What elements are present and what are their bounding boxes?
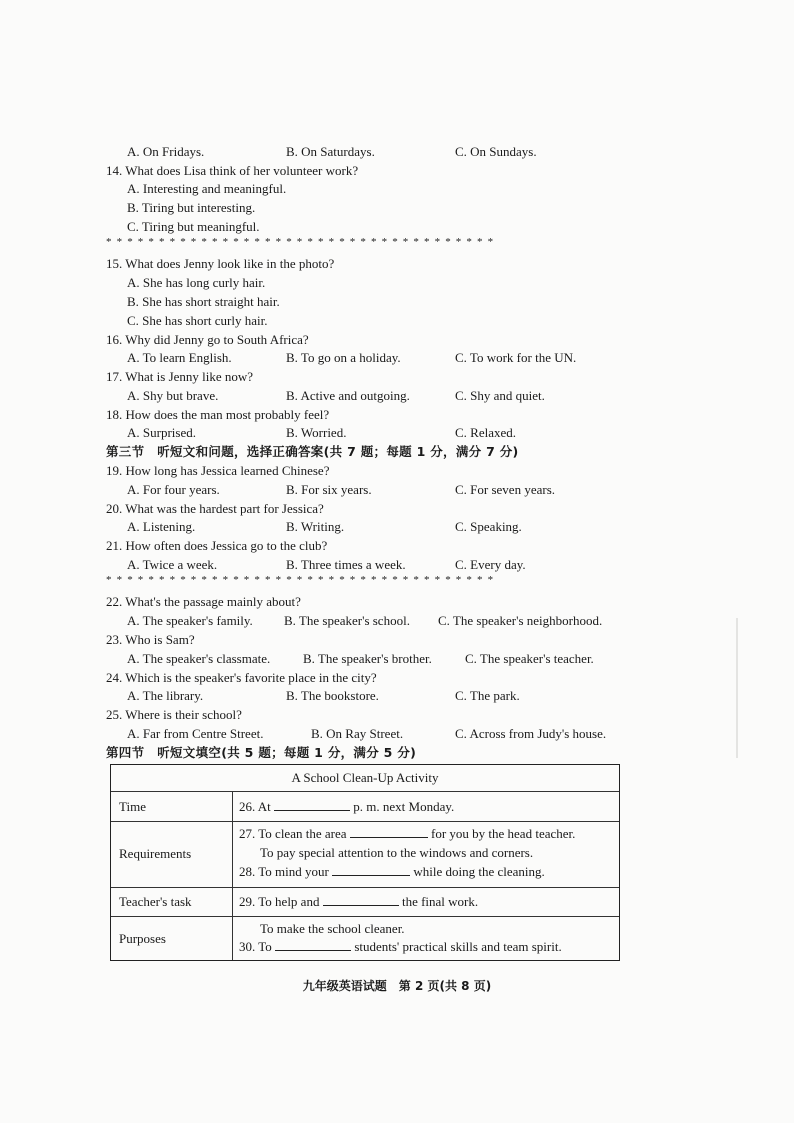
option-c: C. On Sundays. bbox=[455, 144, 537, 159]
option-c: C. Relaxed. bbox=[455, 425, 517, 440]
question-19: 19. How long has Jessica learned Chinese? bbox=[106, 463, 330, 478]
answer-blank-26[interactable] bbox=[274, 799, 350, 811]
row-content-task bbox=[239, 894, 478, 910]
option-a: A. Surprised. bbox=[127, 425, 196, 440]
option-c: C. Speaking. bbox=[455, 519, 522, 534]
row-content-time bbox=[239, 799, 454, 815]
option-b: B. Worried. bbox=[286, 425, 347, 440]
question-24: 24. Which is the speaker's favorite place in the city? bbox=[106, 670, 377, 685]
option-b: B. The speaker's brother. bbox=[303, 651, 432, 666]
star-divider: ************************************* bbox=[106, 236, 499, 248]
purpose-note: To make the school cleaner. bbox=[260, 921, 405, 936]
option-a: A. On Fridays. bbox=[127, 144, 205, 159]
question-20: 20. What was the hardest part for Jessica? bbox=[106, 501, 324, 516]
option-a: A. Shy but brave. bbox=[127, 388, 219, 403]
option-a: A. Far from Centre Street. bbox=[127, 726, 264, 741]
option-b: B. Three times a week. bbox=[286, 557, 406, 572]
option-a: A. For four years. bbox=[127, 482, 220, 497]
question-23: 23. Who is Sam? bbox=[106, 632, 195, 647]
table-row-requirements bbox=[111, 821, 619, 888]
text-fragment: the final work. bbox=[401, 894, 479, 909]
purpose-30 bbox=[239, 939, 562, 955]
answer-blank-29[interactable] bbox=[323, 894, 399, 906]
requirement-note: To pay special attention to the windows and corners. bbox=[260, 845, 534, 860]
option-a: A. To learn English. bbox=[127, 350, 232, 365]
option-a: A. The speaker's family. bbox=[127, 613, 253, 628]
option-c: C. Every day. bbox=[455, 557, 526, 572]
option-a: A. She has long curly hair. bbox=[127, 275, 266, 290]
question-17: 17. What is Jenny like now? bbox=[106, 369, 254, 384]
option-a: A. The speaker's classmate. bbox=[127, 651, 271, 666]
option-c: C. The speaker's teacher. bbox=[465, 651, 594, 666]
text-fragment: 30. To bbox=[239, 939, 272, 954]
answer-blank-28[interactable] bbox=[332, 864, 410, 876]
text-fragment: p. m. next Monday. bbox=[353, 799, 455, 814]
option-a: A. Listening. bbox=[127, 519, 196, 534]
question-14: 14. What does Lisa think of her volunteer work? bbox=[106, 163, 359, 178]
option-b: B. The bookstore. bbox=[286, 688, 379, 703]
text-fragment: for you by the head teacher. bbox=[431, 826, 576, 841]
option-b: B. The speaker's school. bbox=[284, 613, 410, 628]
scan-edge-mark bbox=[736, 618, 738, 758]
question-18: 18. How does the man most probably feel? bbox=[106, 407, 330, 422]
option-b: B. Active and outgoing. bbox=[286, 388, 410, 403]
requirement-27 bbox=[239, 826, 575, 842]
text-fragment: students' practical skills and team spirit. bbox=[354, 939, 562, 954]
clean-up-activity-table bbox=[110, 764, 620, 961]
option-c: C. The speaker's neighborhood. bbox=[438, 613, 603, 628]
option-c: C. She has short curly hair. bbox=[127, 313, 268, 328]
page-footer: 九年级英语试题 第 2 页(共 8 页) bbox=[302, 979, 492, 993]
question-21: 21. How often does Jessica go to the club? bbox=[106, 538, 328, 553]
option-b: B. To go on a holiday. bbox=[286, 350, 401, 365]
option-c: C. Across from Judy's house. bbox=[455, 726, 607, 741]
row-label-purposes: Purposes bbox=[119, 931, 166, 946]
section-3-heading: 第三节 听短文和问题，选择正确答案(共 7 题；每题 1 分，满分 7 分) bbox=[106, 444, 519, 459]
option-b: B. Tiring but interesting. bbox=[127, 200, 256, 215]
option-b: B. On Saturdays. bbox=[286, 144, 375, 159]
text-fragment: 29. To help and bbox=[239, 894, 320, 909]
option-c: C. For seven years. bbox=[455, 482, 556, 497]
text-fragment: while doing the cleaning. bbox=[413, 864, 545, 879]
table-row-teachers-task bbox=[111, 887, 619, 917]
table-row-time bbox=[111, 791, 619, 822]
question-13-options bbox=[0, 142, 794, 161]
option-b: B. Writing. bbox=[286, 519, 345, 534]
text-fragment: 26. At bbox=[239, 799, 271, 814]
question-16: 16. Why did Jenny go to South Africa? bbox=[106, 332, 309, 347]
option-c: C. The park. bbox=[455, 688, 520, 703]
question-22: 22. What's the passage mainly about? bbox=[106, 594, 301, 609]
row-label-teachers-task: Teacher's task bbox=[119, 894, 192, 909]
option-b: B. She has short straight hair. bbox=[127, 294, 280, 309]
star-divider: ************************************* bbox=[106, 574, 499, 586]
option-c: C. Tiring but meaningful. bbox=[127, 219, 260, 234]
row-label-time: Time bbox=[119, 799, 146, 814]
option-b: B. For six years. bbox=[286, 482, 372, 497]
option-a: A. The library. bbox=[127, 688, 204, 703]
answer-blank-30[interactable] bbox=[275, 939, 351, 951]
option-b: B. On Ray Street. bbox=[311, 726, 404, 741]
question-25: 25. Where is their school? bbox=[106, 707, 242, 722]
table-row-purposes bbox=[111, 916, 619, 961]
requirement-28 bbox=[239, 864, 545, 880]
option-c: C. To work for the UN. bbox=[455, 350, 577, 365]
answer-blank-27[interactable] bbox=[350, 826, 428, 838]
question-15: 15. What does Jenny look like in the photo? bbox=[106, 256, 335, 271]
option-a: A. Interesting and meaningful. bbox=[127, 181, 287, 196]
row-label-requirements: Requirements bbox=[119, 846, 192, 861]
text-fragment: 27. To clean the area bbox=[239, 826, 347, 841]
section-4-heading: 第四节 听短文填空(共 5 题；每题 1 分，满分 5 分) bbox=[106, 745, 417, 760]
table-title: A School Clean-Up Activity bbox=[291, 770, 439, 785]
text-fragment: 28. To mind your bbox=[239, 864, 329, 879]
option-a: A. Twice a week. bbox=[127, 557, 218, 572]
option-c: C. Shy and quiet. bbox=[455, 388, 545, 403]
